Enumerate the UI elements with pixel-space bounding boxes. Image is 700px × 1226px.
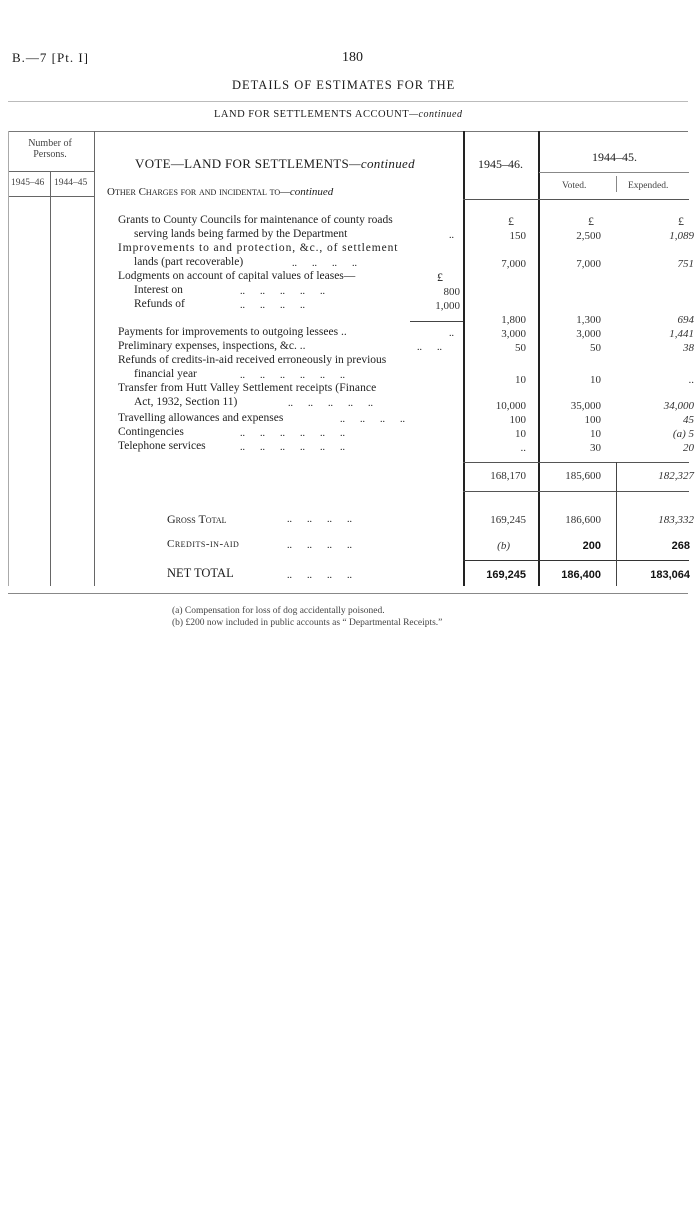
- row-telephone-1945-46: ..: [520, 442, 526, 454]
- subtotal-1945-46: 168,170: [490, 470, 526, 482]
- lodgments-sum-rule: [410, 321, 463, 322]
- row-grants-voted: 2,500: [576, 230, 601, 242]
- row-contingencies: Contingencies: [118, 426, 184, 438]
- row-improvements-dots: .. .. .. ..: [292, 258, 357, 269]
- row-grants-1945-46: 150: [509, 230, 526, 242]
- row-lodgments-interest-value: 800: [443, 286, 460, 298]
- subtitle-continued: —continued: [409, 109, 463, 120]
- table-bottom-rule: [8, 593, 688, 594]
- row-lodgments-refunds-value: 1,000: [435, 300, 460, 312]
- footnote-b: (b) £200 now included in public accounts as “ Departmental Receipts.”: [172, 618, 443, 628]
- section-heading-continued: —continued: [280, 186, 334, 198]
- row-payments-dots: ..: [449, 328, 454, 339]
- row-travelling-1945-46: 100: [509, 414, 526, 426]
- row-telephone: Telephone services: [118, 440, 206, 452]
- page-title: DETAILS OF ESTIMATES FOR THE: [232, 78, 456, 92]
- row-transfer-dots: .. .. .. .. ..: [288, 398, 373, 409]
- row-transfer-1945-46: 10,000: [495, 400, 526, 412]
- vote-heading: [135, 156, 415, 172]
- net-total-label: NET TOTAL: [167, 566, 234, 580]
- row-travelling: Travelling allowances and expenses: [118, 412, 284, 424]
- row-refunds-voted: 10: [590, 374, 601, 386]
- page-reference: B.—7 [Pt. I]: [12, 50, 89, 65]
- row-refunds-dots: .. .. .. .. .. ..: [240, 370, 345, 381]
- title-rule: [8, 101, 688, 102]
- row-preliminary: Preliminary expenses, inspections, &c. ..: [118, 340, 306, 352]
- row-contingencies-voted: 10: [590, 428, 601, 440]
- pound-sign-voted: £: [588, 214, 594, 228]
- col-header-1945-46: 1945–46.: [478, 157, 523, 171]
- col-divider-voted-totals: [616, 462, 617, 586]
- row-payments-voted: 3,000: [576, 328, 601, 340]
- row-telephone-voted: 30: [590, 442, 601, 454]
- row-lodgments-line1: Lodgments on account of capital values of leases—: [118, 270, 356, 282]
- row-refunds-line1: Refunds of credits-in-aid received erroneously in previous: [118, 354, 387, 366]
- pound-sign-expended: £: [678, 214, 684, 228]
- credits-in-aid-dots: .. .. .. ..: [287, 540, 352, 551]
- row-travelling-dots: .. .. .. ..: [340, 414, 405, 425]
- year-header-rule: [539, 172, 689, 173]
- col-divider-voted: [616, 176, 617, 192]
- row-payments-expended: 1,441: [669, 328, 694, 340]
- net-total-1945-46: 169,245: [486, 569, 526, 581]
- row-grants-line2: [134, 228, 347, 240]
- row-improvements-voted: 7,000: [576, 258, 601, 270]
- subtitle-main: LAND FOR SETTLEMENTS ACCOUNT: [214, 109, 410, 120]
- gross-total-label: Gross Total: [167, 512, 227, 526]
- persons-col-divider: [50, 172, 51, 586]
- number-of-persons-label: Number of Persons.: [28, 138, 72, 160]
- row-transfer-expended: 34,000: [663, 400, 694, 412]
- net-total-expended: 183,064: [650, 569, 690, 581]
- table-top-rule: [8, 131, 688, 132]
- credits-in-aid-label: Credits-in-aid: [167, 538, 240, 550]
- col-header-expended: Expended.: [628, 181, 669, 191]
- row-grants-line1: Grants to County Councils for maintenance of county roads: [118, 214, 393, 226]
- row-telephone-dots: .. .. .. .. .. ..: [240, 442, 345, 453]
- persons-col-1944-45: 1944–45: [54, 178, 88, 188]
- row-refunds-1945-46: 10: [515, 374, 526, 386]
- persons-right-border: [94, 131, 95, 586]
- row-travelling-expended: 45: [683, 414, 694, 426]
- row-improvements-line1: Improvements to and protection, &c., of settlement: [118, 242, 399, 254]
- section-heading: [107, 186, 333, 198]
- row-grants-line2-text: serving lands being farmed by the Department: [134, 228, 348, 240]
- row-transfer-line1: Transfer from Hutt Valley Settlement receipts (Finance: [118, 382, 377, 394]
- row-lodgments-refunds-dots: .. .. .. ..: [240, 300, 305, 311]
- row-improvements-1945-46: 7,000: [501, 258, 526, 270]
- net-total-dots: .. .. .. ..: [287, 570, 352, 581]
- gross-total-expended: 183,332: [658, 514, 694, 526]
- vote-heading-continued: —continued: [349, 156, 415, 171]
- persons-header-rule: [8, 171, 94, 172]
- row-refunds-expended: ..: [688, 374, 694, 386]
- credits-in-aid-1945-46: (b): [497, 540, 510, 552]
- row-preliminary-voted: 50: [590, 342, 601, 354]
- row-contingencies-expended: (a) 5: [672, 428, 694, 440]
- row-grants-expended: 1,089: [669, 230, 694, 242]
- row-lodgments-refunds: Refunds of: [134, 298, 185, 310]
- row-grants-dots: ..: [449, 230, 454, 241]
- footnote-a: (a) Compensation for loss of dog accidentally poisoned.: [172, 606, 385, 616]
- section-heading-main: Other Charges for and incidental to: [107, 186, 281, 198]
- row-lodgments-1945-46: 1,800: [501, 314, 526, 326]
- vote-heading-main: VOTE—LAND FOR SETTLEMENTS: [135, 156, 350, 171]
- row-lodgments-expended: 694: [677, 314, 694, 326]
- subtotal-voted: 185,600: [565, 470, 601, 482]
- row-lodgments-interest: Interest on: [134, 284, 183, 296]
- row-transfer-voted: 35,000: [570, 400, 601, 412]
- header-bottom-rule: [463, 199, 689, 200]
- row-preliminary-expended: 38: [683, 342, 694, 354]
- row-contingencies-1945-46: 10: [515, 428, 526, 440]
- account-subtitle: [214, 109, 462, 120]
- subtotal-expended: 182,327: [658, 470, 694, 482]
- row-refunds-line2: financial year: [134, 368, 197, 380]
- row-improvements-line2: lands (part recoverable): [134, 256, 244, 268]
- row-preliminary-dots: .. ..: [417, 342, 442, 353]
- subtotal-bottom-rule: [463, 491, 689, 492]
- net-total-voted: 186,400: [561, 569, 601, 581]
- persons-subheader-rule: [8, 196, 94, 197]
- persons-left-border: [8, 131, 9, 586]
- credits-in-aid-voted: 200: [582, 540, 601, 552]
- row-payments-1945-46: 3,000: [501, 328, 526, 340]
- subtotal-rule: [463, 462, 689, 463]
- row-payments: Payments for improvements to outgoing lessees ..: [118, 326, 347, 338]
- row-transfer-line2: Act, 1932, Section 11): [134, 396, 238, 408]
- row-travelling-voted: 100: [584, 414, 601, 426]
- row-improvements-expended: 751: [677, 258, 694, 270]
- gross-total-dots: .. .. .. ..: [287, 514, 352, 525]
- row-telephone-expended: 20: [683, 442, 694, 454]
- row-lodgments-voted: 1,300: [576, 314, 601, 326]
- pound-sign-1945-46: £: [508, 214, 514, 228]
- gross-total-voted: 186,600: [565, 514, 601, 526]
- persons-col-1945-46: 1945–46: [11, 178, 45, 188]
- gross-total-1945-46: 169,245: [490, 514, 526, 526]
- credits-in-aid-expended: 268: [671, 540, 690, 552]
- col-header-voted: Voted.: [562, 181, 587, 191]
- col-header-1944-45: 1944–45.: [592, 150, 637, 164]
- page-number: 180: [342, 50, 363, 65]
- row-lodgments-interest-dots: .. .. .. .. ..: [240, 286, 325, 297]
- row-contingencies-dots: .. .. .. .. .. ..: [240, 428, 345, 439]
- row-preliminary-1945-46: 50: [515, 342, 526, 354]
- credits-rule: [463, 560, 689, 561]
- lodgments-pound-sign: £: [437, 270, 443, 284]
